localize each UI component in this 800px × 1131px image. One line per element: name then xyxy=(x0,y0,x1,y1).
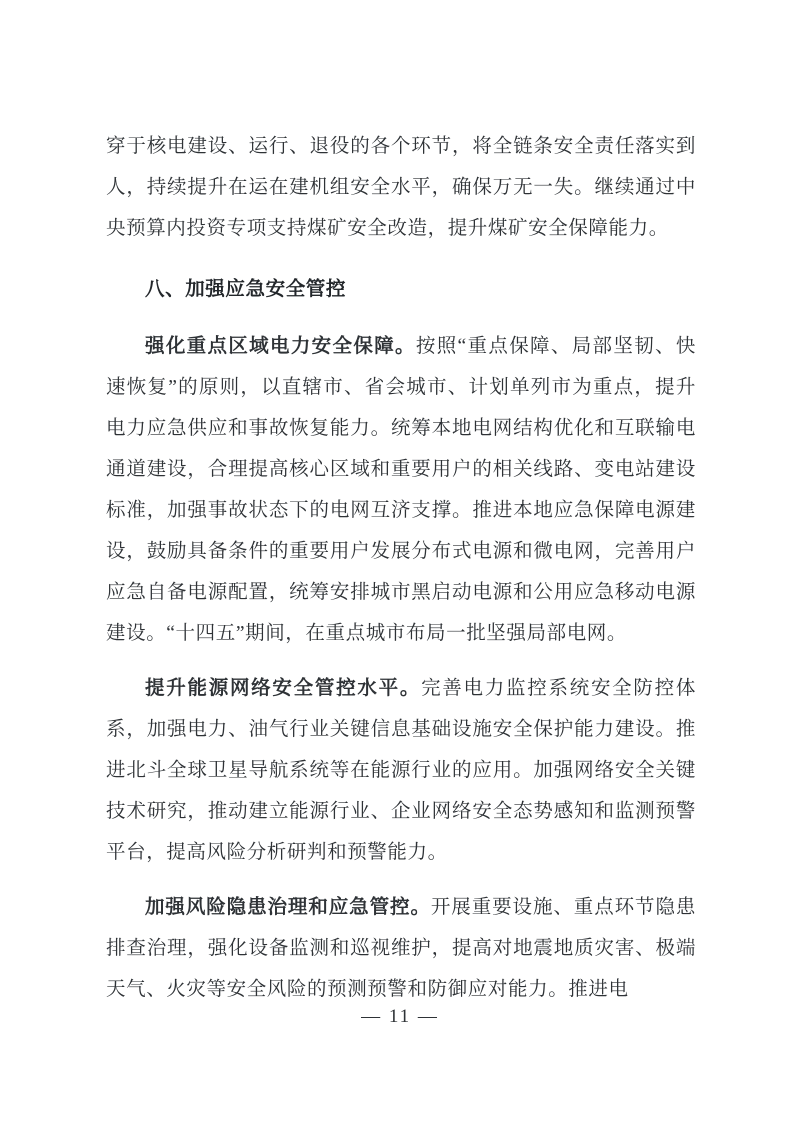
paragraph-spacer xyxy=(106,654,696,668)
paragraph-text: 开展重要设施、重点环节隐患排查治理，强化设备监测和巡视维护，提高对地震地质灾害、极端天气、火灾等安全风险的预测预警和防御应对能力。推进电 xyxy=(106,897,696,1000)
paragraph-network-security xyxy=(106,668,696,873)
paragraph-lead: 提升能源网络安全管控水平。 xyxy=(145,678,422,699)
paragraph-continuation: 穿于核电建设、运行、退役的各个环节，将全链条安全责任落实到人，持续提升在运在建机组安全水平，确保万无一失。继续通过中央预算内投资专项支持煤矿安全改造，提升煤矿安全保障能力。 xyxy=(106,136,696,239)
paragraph-spacer xyxy=(106,873,696,887)
paragraph-lead: 强化重点区域电力安全保障。 xyxy=(145,336,416,357)
paragraph-text: 按照“重点保障、局部坚韧、快速恢复”的原则，以直辖市、省会城市、计划单列市为重点，提升电力应急供应和事故恢复能力。统筹本地电网结构优化和互联输电通道建设，合理提高核心区域和重要用户的相关线路、变电站建设标准，加强事故状态下的电网互济支撑。推进本地应急保障电源建设，鼓励具备条件的重要用户发展分布式电源和微电网，完善用户应急自备电源配置，统筹安排城市黑启动电源和公用应急移动电源建设。“十四五”期间，在重点城市布局一批坚强局部电网。 xyxy=(106,336,696,644)
paragraph-risk-management xyxy=(106,887,696,1010)
document-body xyxy=(106,126,696,1010)
paragraph-spacer xyxy=(106,312,696,326)
paragraph-text: 完善电力监控系统安全防控体系，加强电力、油气行业关键信息基础设施安全保护能力建设。推进北斗全球卫星导航系统等在能源行业的应用。加强网络安全关键技术研究，推动建立能源行业、企业网络安全态势感知和监测预警平台，提高风险分析研判和预警能力。 xyxy=(106,678,696,863)
paragraph-lead: 加强风险隐患治理和应急管控。 xyxy=(145,897,431,918)
paragraph-power-security xyxy=(106,326,696,654)
page-number: — 11 — xyxy=(361,1006,439,1027)
paragraph-spacer xyxy=(106,249,696,263)
section-heading: 八、加强应急安全管控 xyxy=(145,279,347,300)
